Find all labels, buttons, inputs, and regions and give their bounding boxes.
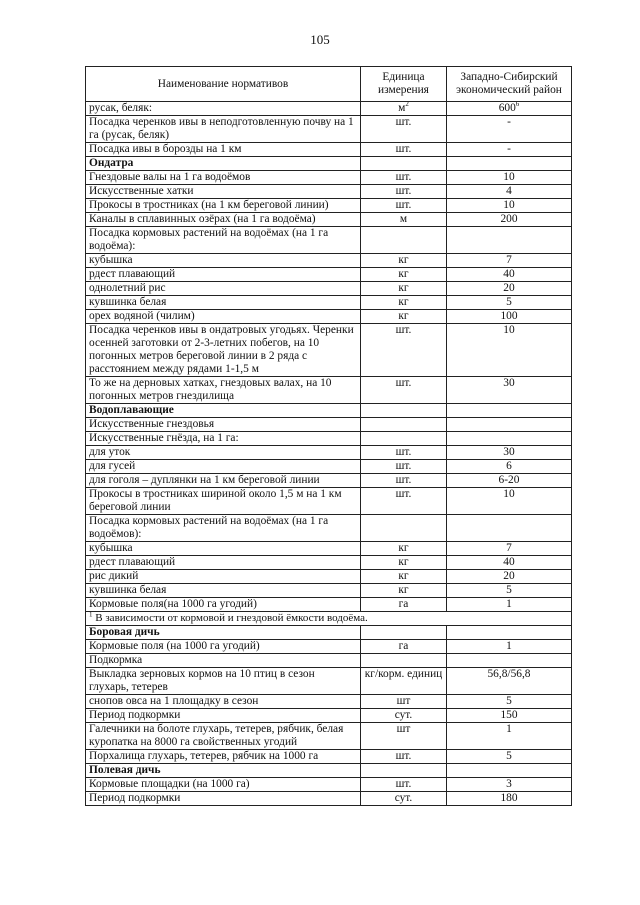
unit-text: шт. (395, 750, 412, 762)
norm-unit (361, 213, 447, 227)
value-text: 7 (506, 254, 512, 266)
norm-unit (361, 709, 447, 723)
norm-name: однолетний рис (86, 282, 361, 296)
norm-name: Водоплавающие (86, 404, 361, 418)
value-text: 30 (503, 377, 515, 389)
unit-text: м (399, 213, 408, 225)
footnote-row (86, 612, 572, 626)
norm-unit (361, 157, 447, 171)
value-text: - (507, 143, 511, 155)
table-row (86, 598, 572, 612)
unit-text: шт. (395, 377, 412, 389)
norm-value (447, 296, 572, 310)
table-row (86, 515, 572, 542)
norm-value (447, 310, 572, 324)
value-text: 5 (506, 584, 512, 596)
norm-unit (361, 143, 447, 157)
value-text: 10 (503, 199, 515, 211)
norm-unit (361, 171, 447, 185)
norm-value (447, 709, 572, 723)
norm-value (447, 488, 572, 515)
value-text: 20 (503, 282, 515, 294)
norm-name: рдест плавающий (86, 268, 361, 282)
norm-name: рдест плавающий (86, 556, 361, 570)
norm-value (447, 185, 572, 199)
norm-value (447, 213, 572, 227)
unit-text: кг (398, 296, 409, 308)
unit-text: шт (396, 723, 411, 735)
norm-unit (361, 282, 447, 296)
unit-text: га (398, 598, 409, 610)
norm-unit (361, 654, 447, 668)
norm-unit (361, 626, 447, 640)
norm-name: рис дикий (86, 570, 361, 584)
unit-text: кг/корм. единиц (364, 668, 443, 680)
table-row (86, 171, 572, 185)
table-row (86, 542, 572, 556)
norm-name: Искусственные хатки (86, 185, 361, 199)
norm-name: кубышка (86, 254, 361, 268)
norm-value (447, 171, 572, 185)
norms-table (85, 66, 572, 806)
norm-name: Прокосы в тростниках шириной около 1,5 м на 1 км береговой линии (86, 488, 361, 515)
value-text: 200 (500, 213, 518, 225)
norm-name: Период подкормки (86, 792, 361, 806)
norm-value (447, 282, 572, 296)
norm-unit (361, 668, 447, 695)
value-text: 6-20 (498, 474, 520, 486)
unit-text: шт. (395, 116, 412, 128)
norm-name: Посадка черенков ивы в неподготовленную почву на 1 га (русак, беляк) (86, 116, 361, 143)
unit-text: шт. (395, 474, 412, 486)
norm-unit (361, 227, 447, 254)
unit-text: шт. (395, 778, 412, 790)
value-text: 20 (503, 570, 515, 582)
unit-text: шт (396, 695, 411, 707)
norm-value (447, 404, 572, 418)
norm-value (447, 695, 572, 709)
norm-name: Каналы в сплавинных озёрах (на 1 га водоёма) (86, 213, 361, 227)
table-row (86, 654, 572, 668)
norm-name: кувшинка белая (86, 584, 361, 598)
unit-text: шт. (395, 460, 412, 472)
unit-text: кг (398, 542, 409, 554)
norm-name: Ондатра (86, 157, 361, 171)
norm-value (447, 460, 572, 474)
norm-value (447, 640, 572, 654)
norm-value (447, 446, 572, 460)
norm-value (447, 143, 572, 157)
table-header-row (86, 67, 572, 102)
value-text: 30 (503, 446, 515, 458)
table-row (86, 432, 572, 446)
table-row (86, 556, 572, 570)
norm-value (447, 324, 572, 377)
table-row (86, 213, 572, 227)
norm-value (447, 598, 572, 612)
value-text: 100 (500, 310, 518, 322)
norm-unit (361, 254, 447, 268)
norm-unit (361, 296, 447, 310)
norm-name: русак, беляк: (86, 102, 361, 116)
norm-value (447, 418, 572, 432)
unit-superscript: 2 (405, 101, 409, 109)
norm-unit (361, 310, 447, 324)
table-row (86, 324, 572, 377)
table-row (86, 254, 572, 268)
norm-name: Искусственные гнездовья (86, 418, 361, 432)
norm-name: Выкладка зерновых кормов на 10 птиц в сезон глухарь, тетерев (86, 668, 361, 695)
table-row (86, 792, 572, 806)
norm-unit (361, 404, 447, 418)
norm-name: То же на дерновых хатках, гнездовых валах, на 10 погонных метров гнездилища (86, 377, 361, 404)
norm-unit (361, 598, 447, 612)
table-row (86, 474, 572, 488)
table-row (86, 143, 572, 157)
value-text: 10 (503, 171, 515, 183)
norm-unit (361, 377, 447, 404)
norm-unit (361, 556, 447, 570)
table-body (86, 102, 572, 806)
unit-text: сут. (394, 709, 413, 721)
value-text: 600 (498, 102, 516, 114)
norm-unit (361, 446, 447, 460)
unit-text: кг (398, 570, 409, 582)
value-text: 40 (503, 556, 515, 568)
norm-value (447, 584, 572, 598)
norm-unit (361, 199, 447, 213)
value-text: - (507, 116, 511, 128)
table-row (86, 377, 572, 404)
header-unit: Единица измерения (361, 67, 447, 102)
table-row (86, 709, 572, 723)
norm-unit (361, 488, 447, 515)
value-text: 5 (506, 695, 512, 707)
header-name: Наименование нормативов (86, 67, 361, 102)
unit-text: шт. (395, 143, 412, 155)
norm-value (447, 778, 572, 792)
norm-value (447, 723, 572, 750)
table-row (86, 488, 572, 515)
norm-unit (361, 792, 447, 806)
norm-value (447, 570, 572, 584)
norm-value (447, 116, 572, 143)
value-text: 3 (506, 778, 512, 790)
footnote (86, 612, 572, 626)
norm-name: снопов овса на 1 площадку в сезон (86, 695, 361, 709)
unit-text: шт. (395, 171, 412, 183)
value-text: 40 (503, 268, 515, 280)
table-row (86, 102, 572, 116)
value-text: 150 (500, 709, 518, 721)
norm-name: кубышка (86, 542, 361, 556)
norm-unit (361, 515, 447, 542)
section-row (86, 626, 572, 640)
norm-value (447, 254, 572, 268)
norm-name: Посадка черенков ивы в ондатровых угодьях. Черенки осенней заготовки от 2-3-летних побегов, на 10 погонных метров береговой линии в 2 ряда с расстоянием между рядами 1-1,5 м (86, 324, 361, 377)
value-text: 6 (506, 460, 512, 472)
table-row (86, 116, 572, 143)
norm-value (447, 668, 572, 695)
norm-unit (361, 268, 447, 282)
value-text: 1 (506, 723, 512, 735)
table-row (86, 640, 572, 654)
norm-name: орех водяной (чилим) (86, 310, 361, 324)
unit-text: шт. (395, 199, 412, 211)
norm-unit (361, 116, 447, 143)
norm-value (447, 432, 572, 446)
norm-unit (361, 695, 447, 709)
norm-unit (361, 418, 447, 432)
unit-text: кг (398, 282, 409, 294)
table-row (86, 296, 572, 310)
value-text: 5 (506, 750, 512, 762)
header-region: Западно-Сибирский экономический район (447, 67, 572, 102)
unit-text: кг (398, 254, 409, 266)
norm-unit (361, 584, 447, 598)
norm-unit (361, 750, 447, 764)
norm-unit (361, 764, 447, 778)
norm-name: Кормовые поля(на 1000 га угодий) (86, 598, 361, 612)
table-row (86, 199, 572, 213)
table-row (86, 695, 572, 709)
table-row (86, 723, 572, 750)
norm-unit (361, 778, 447, 792)
table-row (86, 446, 572, 460)
section-row (86, 764, 572, 778)
norm-value (447, 474, 572, 488)
norm-name: Галечники на болоте глухарь, тетерев, рябчик, белая куропатка на 8000 га свойственных угодий (86, 723, 361, 750)
page-number: 105 (310, 32, 330, 47)
unit-text: кг (398, 556, 409, 568)
norm-value (447, 268, 572, 282)
norm-value (447, 556, 572, 570)
norm-value (447, 199, 572, 213)
norm-value (447, 764, 572, 778)
table-row (86, 584, 572, 598)
section-row (86, 157, 572, 171)
norm-name: кувшинка белая (86, 296, 361, 310)
unit-text: кг (398, 584, 409, 596)
unit-text: шт. (395, 446, 412, 458)
norm-unit (361, 102, 447, 116)
table-row (86, 750, 572, 764)
value-text: 7 (506, 542, 512, 554)
norm-value (447, 792, 572, 806)
table-row (86, 227, 572, 254)
section-row (86, 404, 572, 418)
norm-name: для уток (86, 446, 361, 460)
value-text: 1 (506, 640, 512, 652)
norm-name: Полевая дичь (86, 764, 361, 778)
norm-value (447, 542, 572, 556)
value-superscript: 6 (515, 101, 520, 109)
norm-name: Боровая дичь (86, 626, 361, 640)
value-text: 10 (503, 324, 515, 336)
norm-unit (361, 640, 447, 654)
unit-text: кг (398, 268, 409, 280)
table-row (86, 268, 572, 282)
norm-unit (361, 723, 447, 750)
norm-unit (361, 185, 447, 199)
footnote-mark: 1 (89, 611, 93, 619)
norm-value (447, 654, 572, 668)
norm-unit (361, 542, 447, 556)
norm-name: Порхалища глухарь, тетерев, рябчик на 1000 га (86, 750, 361, 764)
norm-unit (361, 432, 447, 446)
norm-name: Кормовые площадки (на 1000 га) (86, 778, 361, 792)
unit-text: шт. (395, 488, 412, 500)
norm-value (447, 377, 572, 404)
norm-name: Посадка кормовых растений на водоёмах (на 1 га водоёма): (86, 227, 361, 254)
value-text: 4 (506, 185, 512, 197)
norm-name: для гоголя – дуплянки на 1 км береговой линии (86, 474, 361, 488)
norm-value (447, 626, 572, 640)
norm-value (447, 227, 572, 254)
norm-value (447, 750, 572, 764)
value-text: 10 (503, 488, 515, 500)
value-text: 56,8/56,8 (487, 668, 531, 680)
norm-name: Посадка ивы в борозды на 1 км (86, 143, 361, 157)
table-row (86, 418, 572, 432)
table-row (86, 185, 572, 199)
norm-name: Подкормка (86, 654, 361, 668)
table-row (86, 570, 572, 584)
norm-unit (361, 460, 447, 474)
unit-text: шт. (395, 324, 412, 336)
table-row (86, 282, 572, 296)
norm-unit (361, 570, 447, 584)
value-text: 180 (500, 792, 518, 804)
unit-text: кг (398, 310, 409, 322)
norm-name: Период подкормки (86, 709, 361, 723)
table-row (86, 778, 572, 792)
table-row (86, 668, 572, 695)
norm-name: Прокосы в тростниках (на 1 км береговой линии) (86, 199, 361, 213)
unit-text: га (398, 640, 409, 652)
norm-name: Посадка кормовых растений на водоёмах (на 1 га водоёмов): (86, 515, 361, 542)
norm-name: Искусственные гнёзда, на 1 га: (86, 432, 361, 446)
value-text: 5 (506, 296, 512, 308)
footnote-text: В зависимости от кормовой и гнездовой ёмкости водоёма. (92, 612, 368, 624)
unit-text: м (398, 102, 406, 114)
unit-text: сут. (394, 792, 413, 804)
norm-value (447, 157, 572, 171)
norm-name: для гусей (86, 460, 361, 474)
norm-value (447, 102, 572, 116)
value-text: 1 (506, 598, 512, 610)
table-row (86, 310, 572, 324)
unit-text: шт. (395, 185, 412, 197)
norm-value (447, 515, 572, 542)
norm-name: Кормовые поля (на 1000 га угодий) (86, 640, 361, 654)
norm-unit (361, 474, 447, 488)
table-row (86, 460, 572, 474)
norm-name: Гнездовые валы на 1 га водоёмов (86, 171, 361, 185)
norm-unit (361, 324, 447, 377)
